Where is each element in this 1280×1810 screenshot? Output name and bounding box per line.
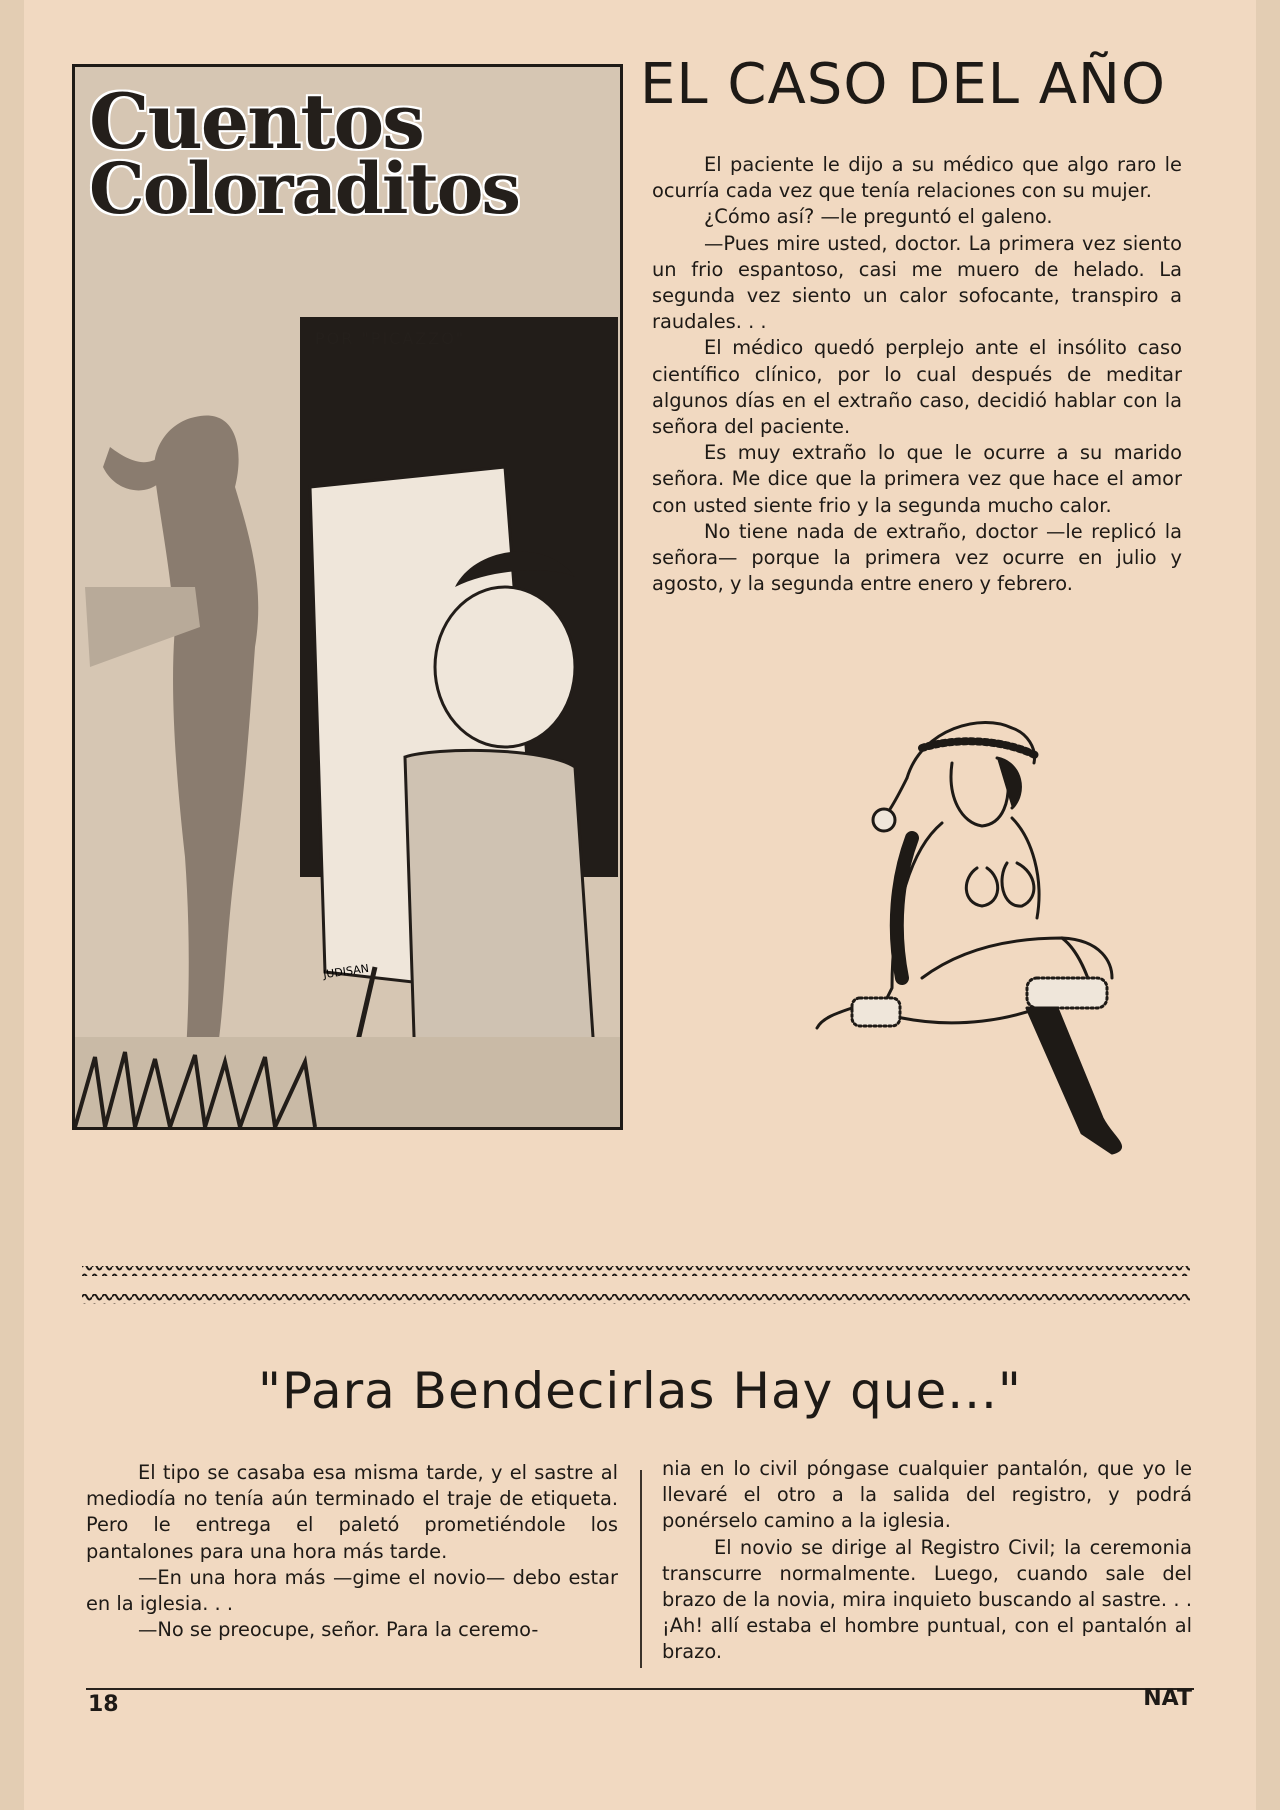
article-title: "Para Bendecirlas Hay que..." xyxy=(258,1362,1022,1420)
paragraph: —En una hora más —gime el novio— debo estar en la iglesia. . . xyxy=(86,1565,618,1616)
paragraph: El tipo se casaba esa misma tarde, y el sastre al mediodía no tenía aún terminado el traje de etiqueta. Pero le entrega el paletó prometiéndole los pantalones para una hora más tarde. xyxy=(86,1461,618,1563)
footer-rule xyxy=(86,1688,1194,1690)
paragraph: ¿Cómo así? —le preguntó el galeno. xyxy=(704,205,1053,229)
paragraph: No tiene nada de extraño, doctor —le replicó la señora— porque la primera vez ocurre en julio y agosto, y la segunda entre enero y febrero. xyxy=(652,519,1182,596)
paragraph: —No se preocupe, señor. Para la ceremo- xyxy=(138,1618,539,1642)
article-body xyxy=(652,152,1182,597)
column-divider xyxy=(640,1470,642,1668)
artist-signature: JUDISAN xyxy=(322,961,370,982)
page-number: 18 xyxy=(88,1692,119,1717)
paragraph: El paciente le dijo a su médico que algo raro le ocurría cada vez que tenía relaciones con su mujer. xyxy=(652,153,1182,203)
logo-line-2: Coloraditos xyxy=(89,146,519,230)
comic-illustration xyxy=(72,64,623,1130)
santa-girl-illustration xyxy=(812,708,1192,1156)
logo-line-1: Cuentos xyxy=(89,77,423,166)
decorative-wavy-rules xyxy=(82,1262,1190,1312)
comic-logo xyxy=(89,77,609,230)
article-column-right xyxy=(662,1456,1192,1666)
artist-byline: POR "PICAZZO" xyxy=(315,329,466,348)
article-column-left xyxy=(86,1460,618,1643)
paragraph: El novio se dirige al Registro Civil; la ceremonia transcurre normalmente. Luego, cuando sale del brazo de la novia, mira inquieto buscando al sastre. . . ¡Ah! allí estaba el hombre puntual, con el pantalón al brazo. xyxy=(662,1535,1192,1664)
magazine-name: NAT xyxy=(1143,1686,1192,1711)
paragraph: —Pues mire usted, doctor. La primera vez siento un frio espantoso, casi me muero de helado. La segunda vez siento un calor sofocante, transpiro a raudales. . . xyxy=(652,231,1182,334)
article-title: EL CASO DEL AÑO xyxy=(640,52,1166,117)
paragraph: El médico quedó perplejo ante el insólito caso científico clínico, por lo cual después de meditar algunos días en el extraño caso, decidió hablar con la señora del paciente. xyxy=(652,336,1182,439)
paragraph: nia en lo civil póngase cualquier pantalón, que yo le llevaré el otro a la salida del registro, y podrá ponérselo camino a la iglesia. xyxy=(662,1457,1192,1533)
paragraph: Es muy extraño lo que le ocurre a su marido señora. Me dice que la primera vez que hace el amor con usted siente frio y la segunda mucho calor. xyxy=(652,441,1182,517)
